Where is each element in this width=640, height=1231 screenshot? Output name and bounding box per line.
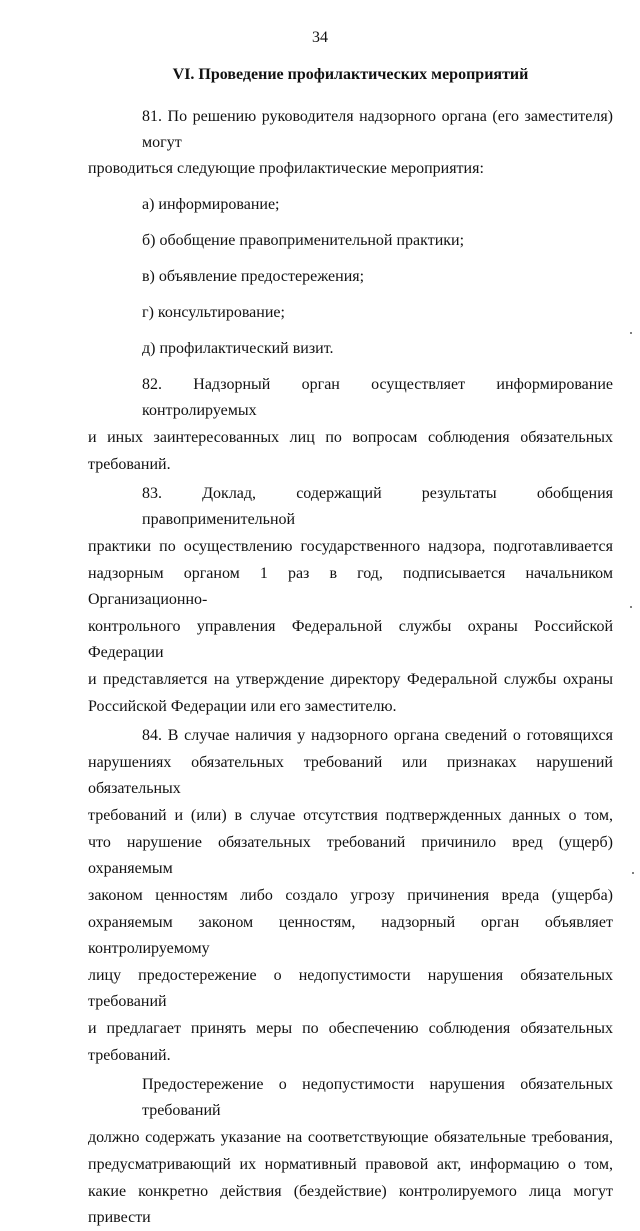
paragraph-84-line-1: 84. В случае наличия у надзорного органа сведений о готовящихся <box>142 727 613 744</box>
scan-speck <box>632 872 634 874</box>
paragraph-84b-line-4: какие конкретно действия (бездействие) контролируемого лица могут привести <box>88 1183 613 1226</box>
paragraph-84b-line-3: предусматривающий их нормативный правовой акт, информацию о том, <box>88 1156 613 1173</box>
paragraph-81 <box>88 104 613 182</box>
paragraph-84-line-7: лицу предостережение о недопустимости нарушения обязательных требований <box>88 967 613 1010</box>
scan-speck <box>630 332 632 334</box>
section-heading: VI. Проведение профилактических мероприятий <box>172 66 529 83</box>
paragraph-84-continuation <box>88 1072 613 1231</box>
paragraph-82 <box>88 372 613 478</box>
paragraph-82-line-1: 82. Надзорный орган осуществляет информирование контролируемых <box>142 376 613 419</box>
paragraph-83-line-6: Российской Федерации или его заместителю. <box>88 698 397 715</box>
page-number: 34 <box>312 29 328 46</box>
paragraph-83 <box>88 481 613 720</box>
paragraph-84b-line-2: должно содержать указание на соответствующие обязательные требования, <box>88 1129 613 1146</box>
measure-item-c: в) объявление предостережения; <box>142 268 365 285</box>
measure-item-d: г) консультирование; <box>142 304 285 321</box>
paragraph-84-line-2: нарушениях обязательных требований или признаках нарушений обязательных <box>88 754 613 797</box>
document-body <box>88 104 613 1231</box>
paragraph-84-line-9: требований. <box>88 1047 171 1064</box>
paragraph-83-line-2: практики по осуществлению государственного надзора, подготавливается <box>88 538 613 555</box>
paragraph-81-line-1: 81. По решению руководителя надзорного органа (его заместителя) могут <box>142 108 613 151</box>
paragraph-83-line-3: надзорным органом 1 раз в год, подписывается начальником Организационно- <box>88 565 613 608</box>
paragraph-83-line-1: 83. Доклад, содержащий результаты обобщения правоприменительной <box>142 485 613 528</box>
scan-speck <box>630 606 632 608</box>
measure-item-e: д) профилактический визит. <box>142 340 334 357</box>
paragraph-84-line-8: и предлагает принять меры по обеспечению соблюдения обязательных <box>88 1020 613 1037</box>
paragraph-81-line-2: проводиться следующие профилактические мероприятия: <box>88 160 484 177</box>
paragraph-84-line-4: что нарушение обязательных требований причинило вред (ущерб) охраняемым <box>88 834 613 877</box>
paragraph-83-line-4: контрольного управления Федеральной службы охраны Российской Федерации <box>88 618 613 661</box>
measure-item-a: а) информирование; <box>142 196 280 213</box>
paragraph-84-line-5: законом ценностям либо создало угрозу причинения вреда (ущерба) <box>88 887 613 904</box>
paragraph-84b-line-1: Предостережение о недопустимости нарушения обязательных требований <box>142 1076 613 1119</box>
paragraph-84-line-3: требований и (или) в случае отсутствия подтвержденных данных о том, <box>88 807 613 824</box>
paragraph-84-line-6: охраняемым законом ценностям, надзорный орган объявляет контролируемому <box>88 914 613 957</box>
paragraph-83-line-5: и представляется на утверждение директору Федеральной службы охраны <box>88 671 613 688</box>
paragraph-82-line-2: и иных заинтересованных лиц по вопросам соблюдения обязательных <box>88 429 613 446</box>
measure-item-b: б) обобщение правоприменительной практики; <box>142 232 465 249</box>
paragraph-84 <box>88 723 613 1069</box>
paragraph-82-line-3: требований. <box>88 456 171 473</box>
